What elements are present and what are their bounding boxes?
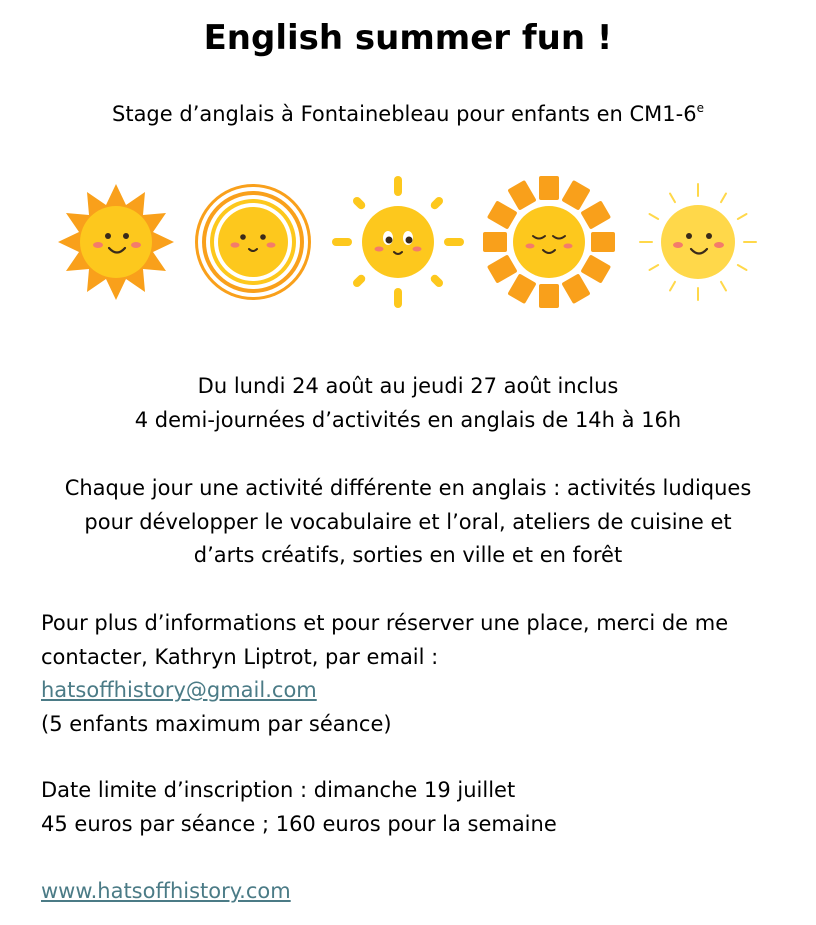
page-title: English summer fun ! — [203, 18, 613, 58]
dates-section — [10, 370, 806, 437]
capacity-note: (5 enfants maximum par séance) — [41, 711, 392, 736]
price-line: 45 euros par séance ; 160 euros pour la semaine — [41, 811, 557, 836]
activities-section — [10, 472, 806, 573]
contact-section — [41, 607, 801, 741]
subtitle — [0, 100, 816, 128]
subtitle-text: Stage d’anglais à Fontainebleau pour enfants en CM1-6 — [112, 102, 697, 126]
sun-ring-icon — [195, 184, 311, 300]
contact-line: contacter, Kathryn Liptrot, par email : — [41, 644, 439, 669]
subtitle-superscript: e — [696, 101, 704, 115]
pricing-section — [41, 774, 801, 841]
dates-line: Du lundi 24 août au jeudi 27 août inclus — [197, 374, 619, 398]
contact-line: Pour plus d’informations et pour réserver une place, merci de me — [41, 611, 729, 635]
sun-illustrations — [0, 170, 816, 320]
activities-line: pour développer le vocabulaire et l’oral, ateliers de cuisine et — [84, 509, 732, 534]
sun-dashed-rays-icon — [332, 176, 464, 308]
deadline-line: Date limite d’inscription : dimanche 19 juillet — [41, 778, 516, 802]
email-link[interactable]: hatsoffhistory@gmail.com — [41, 678, 317, 702]
suns-svg — [0, 170, 816, 320]
activities-line: Chaque jour une activité différente en anglais : activités ludiques — [64, 476, 752, 500]
website-section — [41, 875, 801, 909]
activities-line: d’arts créatifs, sorties en ville et en forêt — [193, 543, 623, 567]
sun-block-rays-icon — [483, 176, 615, 308]
schedule-line: 4 demi-journées d’activités en anglais de 14h à 16h — [134, 407, 682, 432]
sun-line-rays-icon — [640, 184, 756, 300]
website-link[interactable]: www.hatsoffhistory.com — [41, 879, 291, 903]
sun-spiky-icon — [58, 184, 174, 300]
